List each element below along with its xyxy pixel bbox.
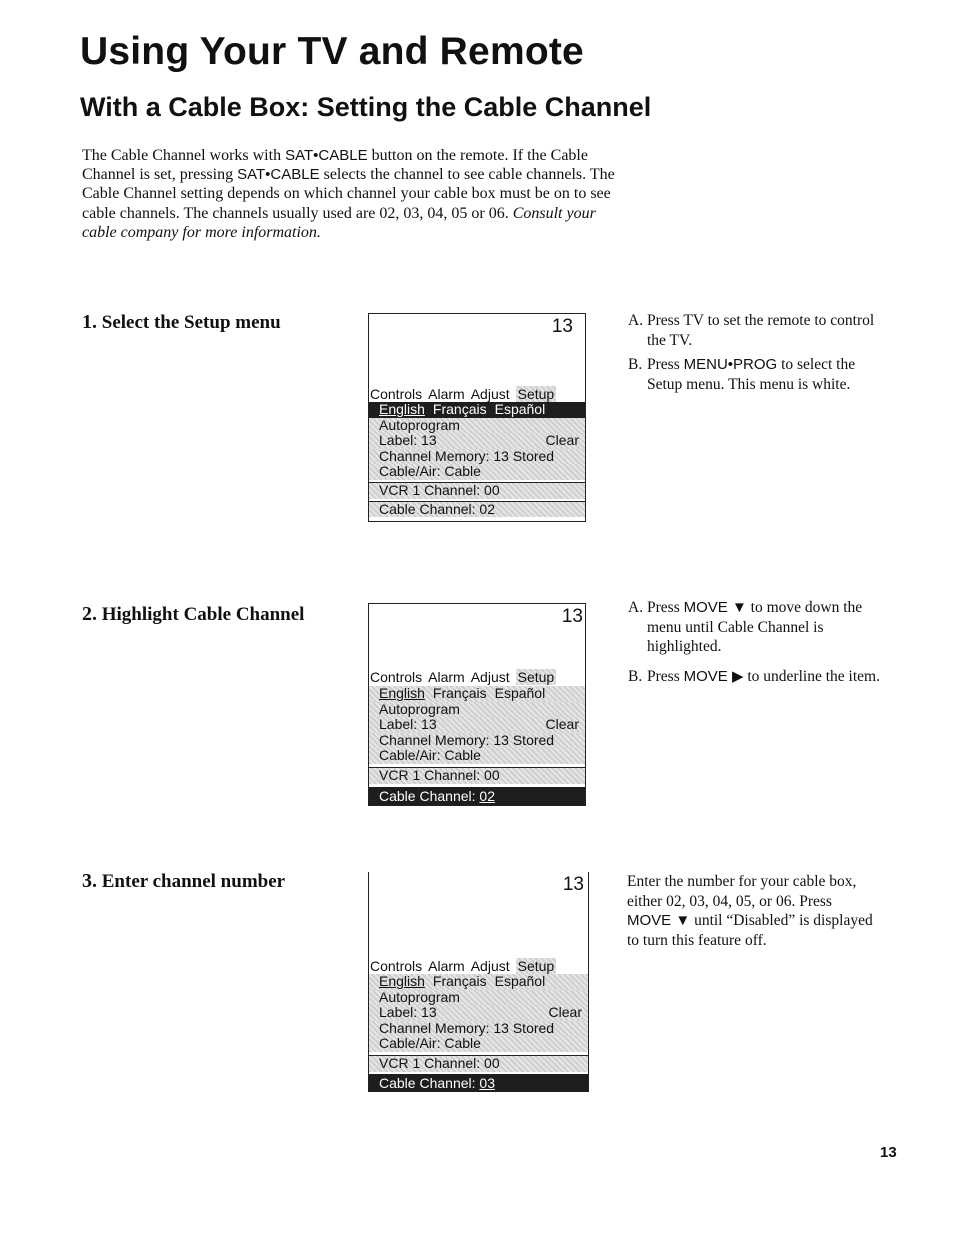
language-spanish: Español xyxy=(494,685,546,701)
channel-number: 13 xyxy=(551,316,573,337)
step-3-instructions xyxy=(627,872,879,950)
step-2-instructions xyxy=(628,598,880,691)
channel-memory-item: Channel Memory: 13 Stored xyxy=(369,733,585,749)
label-item: Label: 13 Clear xyxy=(369,1005,588,1021)
menu-setup: Setup xyxy=(517,958,555,974)
clear-option: Clear xyxy=(545,432,579,449)
menu-adjust: Adjust xyxy=(470,958,510,974)
setup-menu xyxy=(369,974,588,1092)
cable-air-item: Cable/Air: Cable xyxy=(369,464,585,480)
vcr-channel-item: VCR 1 Channel: 00 xyxy=(369,767,585,784)
channel-memory-item: Channel Memory: 13 Stored xyxy=(369,449,585,465)
language-english: English xyxy=(379,973,425,989)
setup-menu xyxy=(369,686,585,805)
instruction-a: A. Press MOVE ▼ to move down the menu until Cable Channel is highlighted. xyxy=(628,599,863,655)
cable-channel-item: Cable Channel: 03 xyxy=(369,1074,588,1092)
move-right-button-ref: MOVE ▶ xyxy=(683,667,744,685)
step-1-title: 1. Select the Setup menu xyxy=(82,311,281,333)
language-french: Français xyxy=(432,973,487,989)
step-1-instructions xyxy=(628,311,880,399)
cable-channel-item: Cable Channel: 02 xyxy=(369,787,585,805)
intro-paragraph: The Cable Channel works with SAT•CABLE button on the remote. If the Cable Channel is set, pressing SAT•CABLE selects the channel to see cable channels. The Cable Channel setting depends on which channel your cable box must be on to see cable channels. The channels usually used are 02, 03, 04, 05 or 06. Consult your cable company for more information. xyxy=(82,147,615,241)
channel-number: 13 xyxy=(561,606,583,627)
cable-channel-item: Cable Channel: 02 xyxy=(369,501,585,518)
label-item: Label: 13 Clear xyxy=(369,717,585,733)
cable-air-item: Cable/Air: Cable xyxy=(369,748,585,764)
language-row xyxy=(369,686,585,702)
section-title: With a Cable Box: Setting the Cable Channel xyxy=(80,92,652,122)
step-3-title: 3. Enter channel number xyxy=(82,870,286,892)
move-down-button-ref: MOVE ▼ xyxy=(627,912,691,929)
channel-memory-item: Channel Memory: 13 Stored xyxy=(369,1021,588,1037)
sat-cable-button-ref: SAT•CABLE xyxy=(285,147,368,164)
consult-note: Consult your cable company for more information. xyxy=(82,204,596,241)
menu-controls: Controls xyxy=(370,669,423,685)
language-row xyxy=(369,402,585,418)
move-down-button-ref: MOVE ▼ xyxy=(683,599,747,616)
menu-controls: Controls xyxy=(370,958,423,974)
menu-setup: Setup xyxy=(517,669,555,685)
menu-controls: Controls xyxy=(370,386,423,402)
vcr-channel-item: VCR 1 Channel: 00 xyxy=(369,1055,588,1072)
menu-alarm: Alarm xyxy=(428,958,465,974)
menu-prog-button-ref: MENU•PROG xyxy=(683,356,778,373)
menu-setup: Setup xyxy=(517,386,555,402)
language-french: Français xyxy=(432,401,487,417)
menu-adjust: Adjust xyxy=(470,386,510,402)
menu-bar xyxy=(370,386,562,402)
page-number: 13 xyxy=(880,1144,897,1161)
clear-option: Clear xyxy=(548,1004,582,1021)
instruction-text: Enter the number for your cable box, either 02, 03, 04, 05, or 06. Press MOVE ▼ until “Disabled” is displayed to turn this feature off. xyxy=(627,873,873,949)
autoprogram-item: Autoprogram xyxy=(369,702,585,718)
language-row xyxy=(369,974,588,990)
menu-adjust: Adjust xyxy=(470,669,510,685)
language-spanish: Español xyxy=(494,973,546,989)
language-english: English xyxy=(379,401,425,417)
step-2-title: 2. Highlight Cable Channel xyxy=(82,603,305,625)
autoprogram-item: Autoprogram xyxy=(369,990,588,1006)
cable-air-item: Cable/Air: Cable xyxy=(369,1036,588,1052)
instruction-b: B. Press MOVE ▶ to underline the item. xyxy=(628,667,880,685)
clear-option: Clear xyxy=(545,716,579,733)
menu-alarm: Alarm xyxy=(428,386,465,402)
tv-screen-step-3 xyxy=(368,872,589,1092)
vcr-channel-item: VCR 1 Channel: 00 xyxy=(369,482,585,499)
instruction-a: A. Press TV to set the remote to control the TV. xyxy=(628,312,875,349)
instruction-b: B. Press MENU•PROG to select the Setup menu. This menu is white. xyxy=(628,356,856,393)
cable-channel-value: 02 xyxy=(479,500,495,517)
label-item: Label: 13 Clear xyxy=(369,433,585,449)
channel-number: 13 xyxy=(562,874,584,895)
sat-cable-button-ref: SAT•CABLE xyxy=(237,166,320,184)
cable-channel-value: 03 xyxy=(479,1074,495,1091)
menu-bar xyxy=(370,669,562,685)
autoprogram-item: Autoprogram xyxy=(369,418,585,434)
cable-channel-value: 02 xyxy=(479,787,495,804)
language-english: English xyxy=(379,685,425,701)
language-spanish: Español xyxy=(494,401,546,417)
menu-alarm: Alarm xyxy=(428,669,465,685)
tv-screen-step-2 xyxy=(368,603,586,806)
page-title: Using Your TV and Remote xyxy=(80,30,584,73)
tv-screen-step-1 xyxy=(368,313,586,522)
setup-menu xyxy=(369,402,585,517)
language-french: Français xyxy=(432,685,487,701)
menu-bar xyxy=(370,958,562,974)
